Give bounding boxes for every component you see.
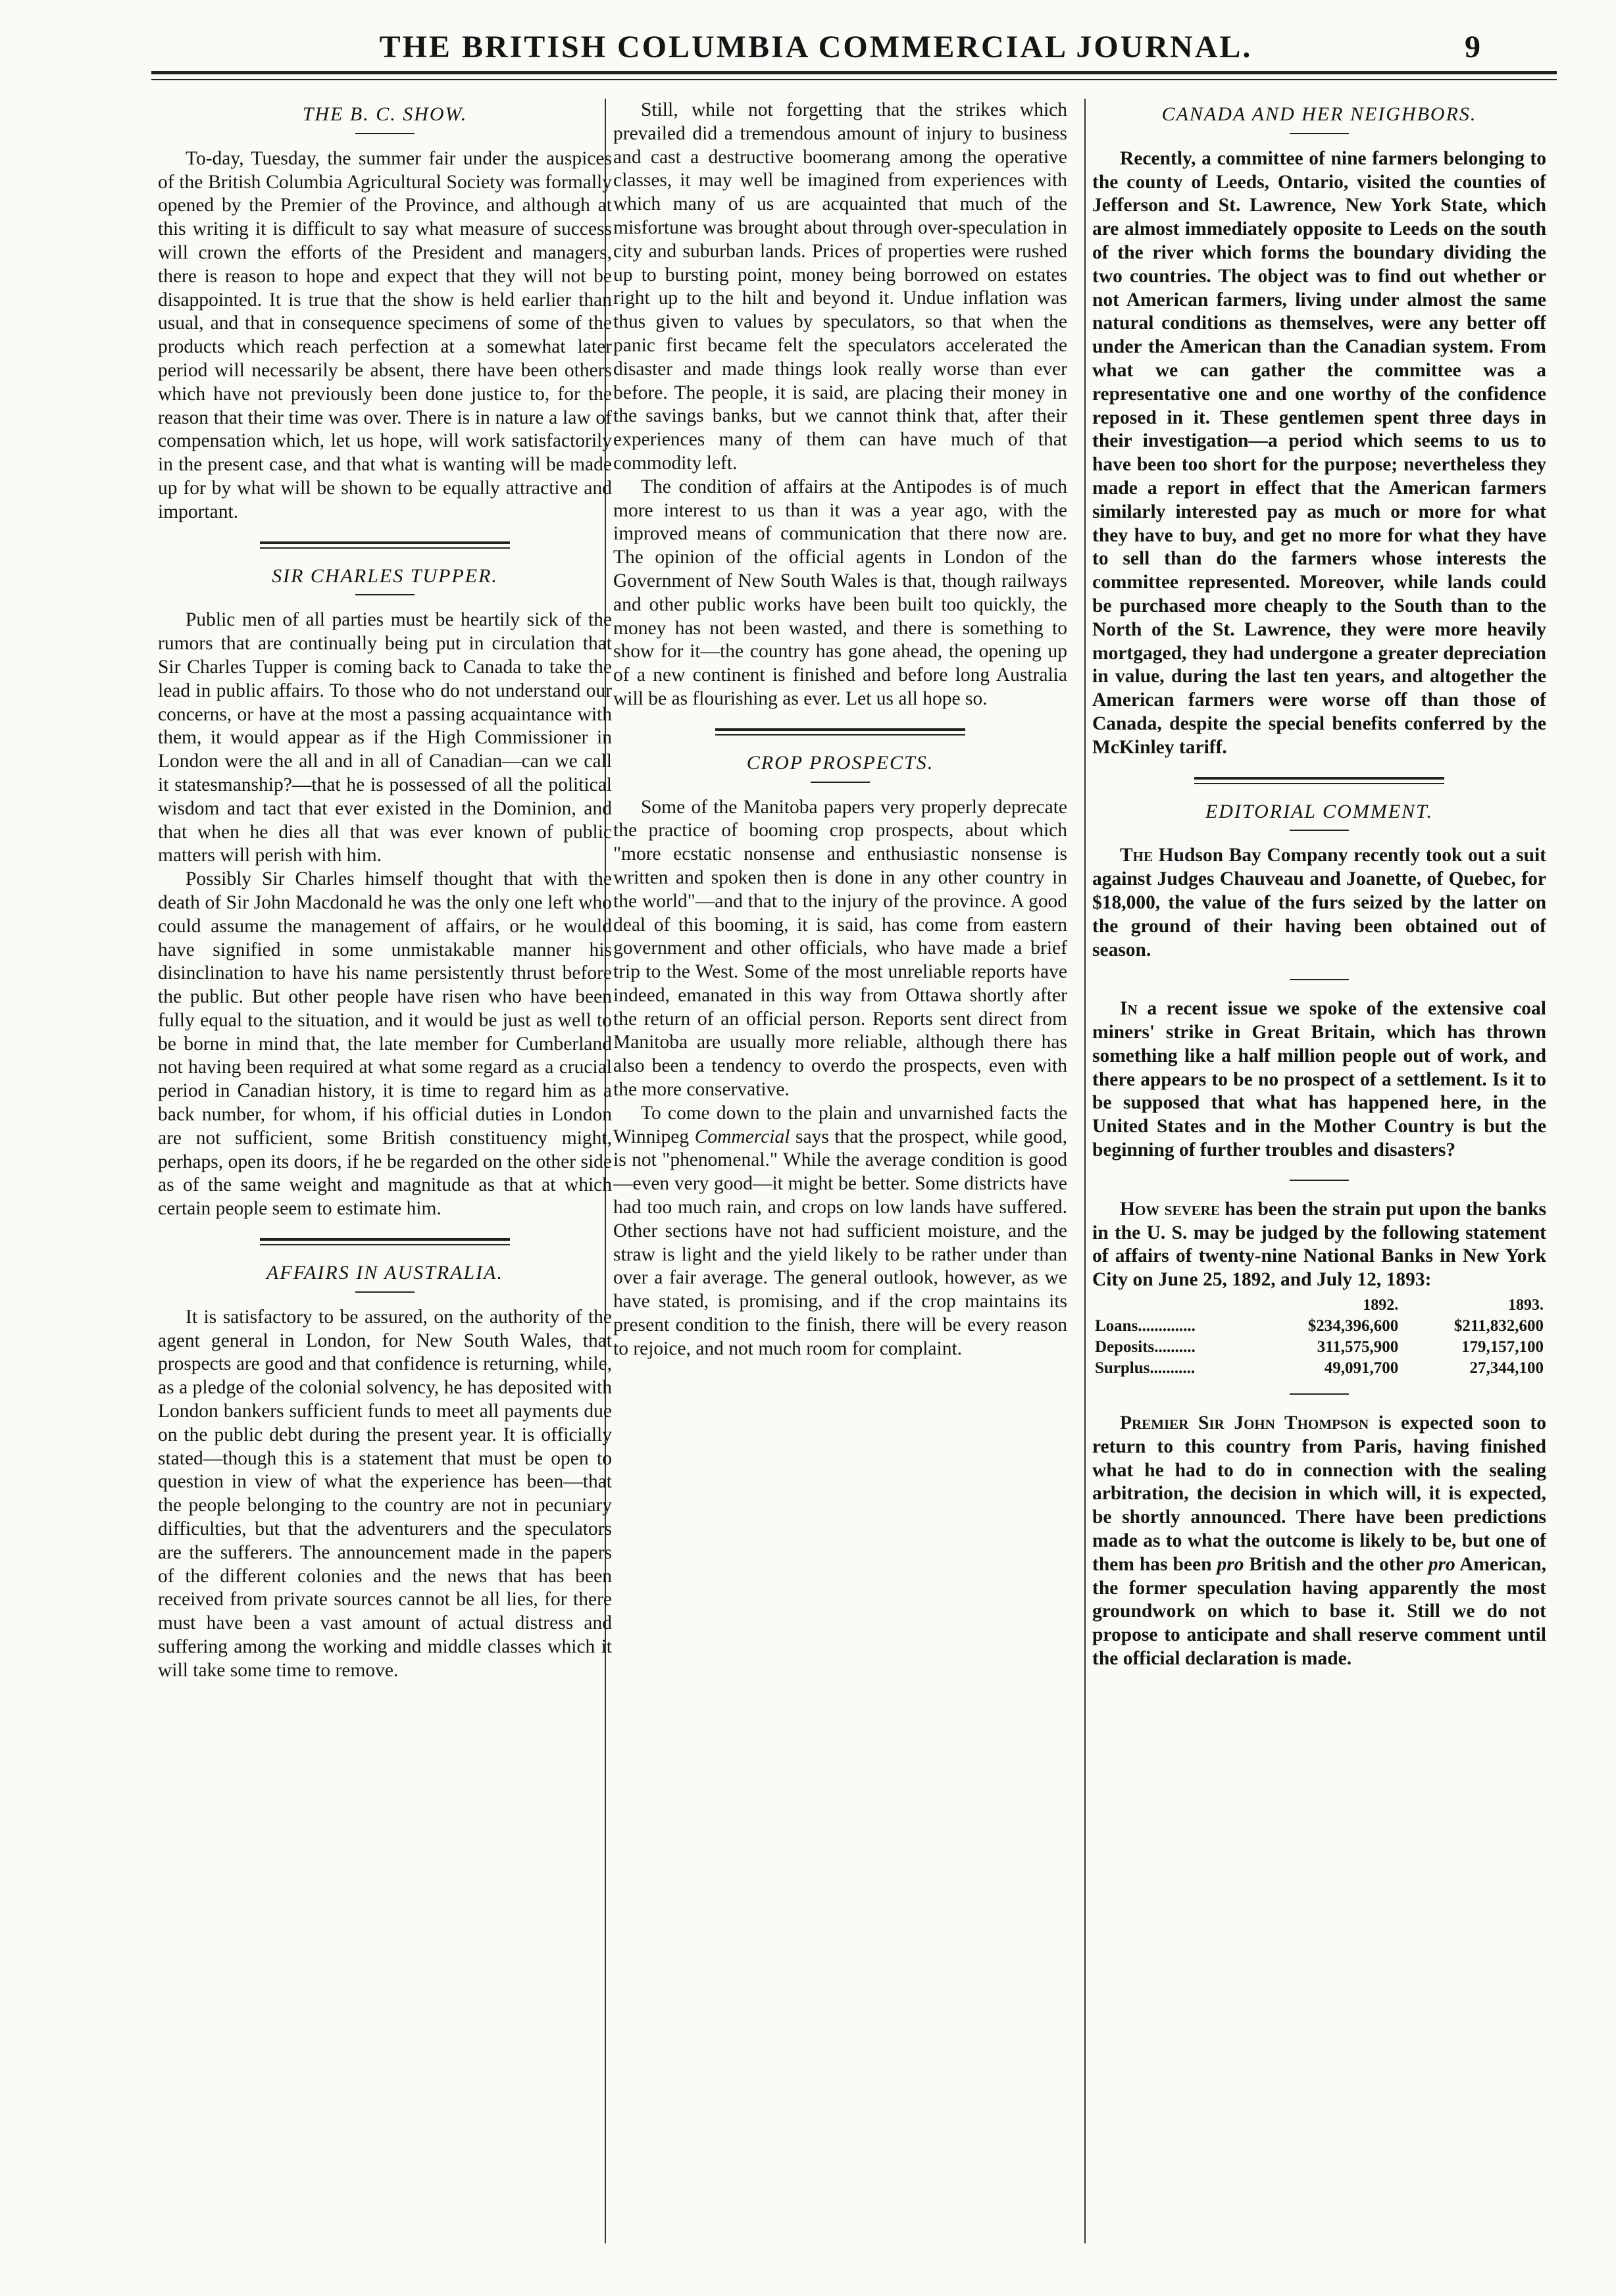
table-row — [1092, 1316, 1546, 1337]
page-number: 9 — [1465, 30, 1480, 64]
table-header-1893: 1893. — [1508, 1297, 1544, 1314]
article-heading-canada: CANADA AND HER NEIGHBORS. — [1161, 103, 1477, 125]
text-run: To come down to the plain and unvarnished facts the Winnipeg — [613, 1102, 1067, 1147]
article-heading-crop: CROP PROSPECTS. — [746, 751, 934, 774]
lead-word: In — [1120, 998, 1138, 1020]
article-paragraph: To-day, Tuesday, the summer fair under the auspices of the British Columbia Agricultural Society was formally opened by the Premier of the Province, and although at this writing it is difficult to say what measure of success will crown the efforts of the President and managers, there is reason to hope and expect that they will not be disappointed. It is true that the show is held earlier than usual, and that in consequence specimens of some of the products which reach perfection at a somewhat later period will necessarily be absent, there have been others which have not previously been done justice to, for the reason that their time was over. There is in nature a law of compensation which, let us hope, will work satisfactorily in the present case, and that what is wanting will be made up for by what will be shown to be equally attractive and important. — [158, 147, 612, 522]
text-run: British and the other — [1244, 1553, 1428, 1575]
article-separator — [1194, 777, 1444, 784]
italic-text: pro — [1217, 1553, 1244, 1575]
article-paragraph: Possibly Sir Charles himself thought that with the death of Sir John Macdonald he was the only one left who could assume the management of affairs, or he would have signified in some unmistakable manner his disinclination to have his name persistently thrust before the public. But other people have risen who have been fully equal to the situation, and it would be just as well to be borne in mind that, the late member for Cumberland not having been required at what some regard as a crucial period in Canadian history, it is time to regard him as a back number, for whom, if his official duties in London are not sufficient, some British constituency might, perhaps, open its doors, if he be regarded on the other side as of the same weight and magnitude as that at which certain people seem to estimate him. — [158, 868, 612, 1220]
row-label: Deposits.......... — [1095, 1338, 1196, 1357]
article-paragraph — [613, 1102, 1067, 1361]
header-rule-thin — [151, 79, 1557, 80]
text-run: is expected soon to return to this country from Paris, having finished what he had to do in connection with the sealing arbitration, the decision in which will, it is expected, be shortly announced. There have been predictions made as to what the outcome is likely to be, but one of them has been — [1092, 1412, 1546, 1575]
column-3 — [1092, 99, 1546, 2250]
row-label: Loans.............. — [1095, 1317, 1196, 1335]
article-paragraph: The condition of affairs at the Antipodes is of much more interest to us than it was a year ago, with the improved means of communication that there now are. The opinion of the official agents in London of the Government of New South Wales is that, though railways and other public works have been built too quickly, the money has not been wasted, and there is something to show for it—the country has gone ahead, the opening up of a new continent is finished and before long Australia will be as flourishing as ever. Let us all hope so. — [613, 476, 1067, 709]
lead-word: Premier Sir John Thompson — [1120, 1412, 1369, 1434]
editorial-item — [1092, 844, 1546, 962]
row-label-text: Deposits — [1095, 1338, 1155, 1357]
article-paragraph: Public men of all parties must be heartily sick of the rumors that are continually being put in circulation that Sir Charles Tupper is coming back to Canada to take the lead in public affairs. To those who do not understand our concerns, or have at the most a passing acquaintance with them, it would appear as if the High Commissioner in London were the all and in all of Canadian—can we call it statesmanship?—that he is possessed of all the political wisdom and tact that ever existed in the Dominion, and that when he dies all that was ever known of public matters will perish with him. — [158, 609, 612, 866]
editorial-item — [1092, 1412, 1546, 1671]
text-run: has been the strain put upon the banks in the U. S. may be judged by the following statement of affairs of twenty-nine National Banks in New York City on June 25, 1892, and July 12, 1893: — [1092, 1198, 1546, 1291]
italic-text: Commercial — [694, 1126, 790, 1147]
cell-1893: 27,344,100 — [1469, 1359, 1544, 1378]
bank-statement-table — [1092, 1295, 1546, 1379]
cell-1892: $234,396,600 — [1307, 1317, 1399, 1335]
lead-word: The — [1120, 845, 1153, 866]
table-header-1892: 1892. — [1363, 1297, 1399, 1314]
heading-rule — [1290, 830, 1349, 831]
table-row — [1092, 1337, 1546, 1358]
masthead — [151, 26, 1480, 72]
row-label: Surplus........... — [1095, 1359, 1196, 1378]
article-separator — [260, 541, 510, 549]
journal-title: THE BRITISH COLUMBIA COMMERCIAL JOURNAL. — [379, 30, 1253, 64]
article-heading-australia: AFFAIRS IN AUSTRALIA. — [266, 1262, 504, 1284]
italic-text: pro — [1428, 1553, 1455, 1575]
article-paragraph: Still, while not forgetting that the strikes which prevailed did a tremendous amount of injury to business and cast a destructive boomerang among the operative classes, it may well be imagined from experiences with which many of us are acquainted that much of the misfortune was brought about through over-speculation in city and suburban lands. Prices of properties were rushed up to bursting point, money being borrowed on estates right up to the hilt and beyond it. Undue inflation was thus given to values by speculators, so that when the panic first became felt the speculators accelerated the disaster and made things look really worse than ever before. The people, it is said, are placing their money in the savings banks, but we cannot think that, after their experiences many of them can have much of that commodity left. — [613, 99, 1067, 474]
cell-1893: $211,832,600 — [1453, 1317, 1544, 1335]
table-row — [1092, 1358, 1546, 1379]
column-1 — [158, 99, 612, 2250]
text-run: American, the former speculation having apparently the most groundwork on which to base it. Still we do not propose to anticipate and shall reserve comment until the official declaration is made. — [1092, 1553, 1546, 1670]
article-heading-editorial: EDITORIAL COMMENT. — [1205, 800, 1434, 822]
heading-rule — [811, 782, 870, 783]
article-heading-tupper: SIR CHARLES TUPPER. — [272, 564, 498, 587]
editorial-item — [1092, 997, 1546, 1162]
heading-rule — [1290, 133, 1349, 134]
article-heading-bc-show: THE B. C. SHOW. — [302, 103, 468, 125]
article-separator — [260, 1238, 510, 1245]
article-paragraph: Some of the Manitoba papers very properly deprecate the practice of booming crop prospects, about which "more ecstatic nonsense and enthusiastic nonsense is written and spoken then is done in any other country in the world"—and that to the injury of the province. A good deal of this booming, it is said, has come from eastern government and other officials, who have made a brief trip to the West. Some of the most unreliable reports have indeed, emanated in this way from Ottawa shortly after the return of an official person. Reports sent direct from Manitoba are usually more reliable, although there has also been a tendency to overdo the prospects, even with the more conservative. — [613, 796, 1067, 1101]
article-paragraph: Recently, a committee of nine farmers belonging to the county of Leeds, Ontario, visited the counties of Jefferson and St. Lawrence, New York State, which are almost immediately opposite to Leeds on the south of the river which forms the boundary dividing the two countries. The object was to find out whether or not American farmers, living under almost the same natural conditions as themselves, were any better off under the American than the Canadian system. From what we can gather the committee was a representative one and one worthy of the confidence reposed in it. These gentlemen spent three days in their investigation—a period which seems to us to have been too short for the purpose; nevertheless they made a report in effect that the American farmers similarly interested pay as much or more for what they have to buy, and get no more for what they have to sell than do the farmers whose interests the committee represented. Moreover, while lands could be purchased more cheaply to the South than to the North of the St. Lawrence, they were more heavily mortgaged, they had undergone a greater depreciation in value, during the last ten years, and altogether the American farmers were worse off than those of Canada, despite the special benefits conferred by the McKinley tariff. — [1092, 147, 1546, 758]
cell-1892: 49,091,700 — [1324, 1359, 1399, 1378]
text-run: Hudson Bay Company recently took out a suit against Judges Chauveau and Joanette, of Quebec, for $18,000, the value of the furs seized by the latter on the ground of their having been obtained out of season. — [1092, 845, 1546, 961]
item-rule — [1290, 1393, 1349, 1395]
cell-1893: 179,157,100 — [1461, 1338, 1544, 1357]
header-rule — [151, 71, 1557, 74]
lead-word: How severe — [1120, 1198, 1220, 1220]
row-label-text: Surplus — [1095, 1359, 1150, 1378]
article-separator — [715, 728, 965, 736]
editorial-item — [1092, 1198, 1546, 1292]
article-paragraph: It is satisfactory to be assured, on the authority of the agent general in London, for New South Wales, that prospects are good and that confidence is returning, while, as a pledge of the colonial solvency, he has deposited with London bankers sufficient funds to meet all payments due on the public debt during the present year. It is officially stated—though this is a statement that must be open to question in view of what the experience has been—that the people belonging to the country are not in pecuniary difficulties, but that the adventurers and the speculators are the sufferers. The announcement made in the papers of the different colonies and the news that has been received from private sources cannot be all lies, for there must have been a vast amount of actual distress and suffering among the working and middle classes which it will take some time to remove. — [158, 1306, 612, 1681]
table-header-spacer — [1092, 1295, 1254, 1316]
text-run: says that the prospect, while good, is not "phenomenal." While the average condition is good—even very good—it might be better. Some districts have had too much rain, and crops on low lands have suffered. Other sections have not had sufficient moisture, and the straw is light and the yield likely to be rather under than over a fair average. The general outlook, however, as we have stated, is promising, and if the crop maintains its present condition to the finish, there will be every reason to rejoice, and not much room for complaint. — [613, 1126, 1067, 1359]
column-2 — [613, 99, 1067, 2250]
item-rule — [1290, 1180, 1349, 1181]
row-label-text: Loans — [1095, 1317, 1138, 1335]
table-header-row — [1092, 1295, 1546, 1316]
text-run: a recent issue we spoke of the extensive coal miners' strike in Great Britain, which has thrown something like a half million people out of work, and there appears to be no prospect of a settlement. Is it to be supposed that what has happened here, in the United States and in the Mother Country is but the beginning of further troubles and disasters? — [1092, 998, 1546, 1161]
cell-1892: 311,575,900 — [1317, 1338, 1399, 1357]
heading-rule — [355, 133, 415, 134]
column-divider — [1084, 99, 1086, 2243]
heading-rule — [355, 594, 415, 595]
item-rule — [1290, 979, 1349, 980]
heading-rule — [355, 1291, 415, 1293]
